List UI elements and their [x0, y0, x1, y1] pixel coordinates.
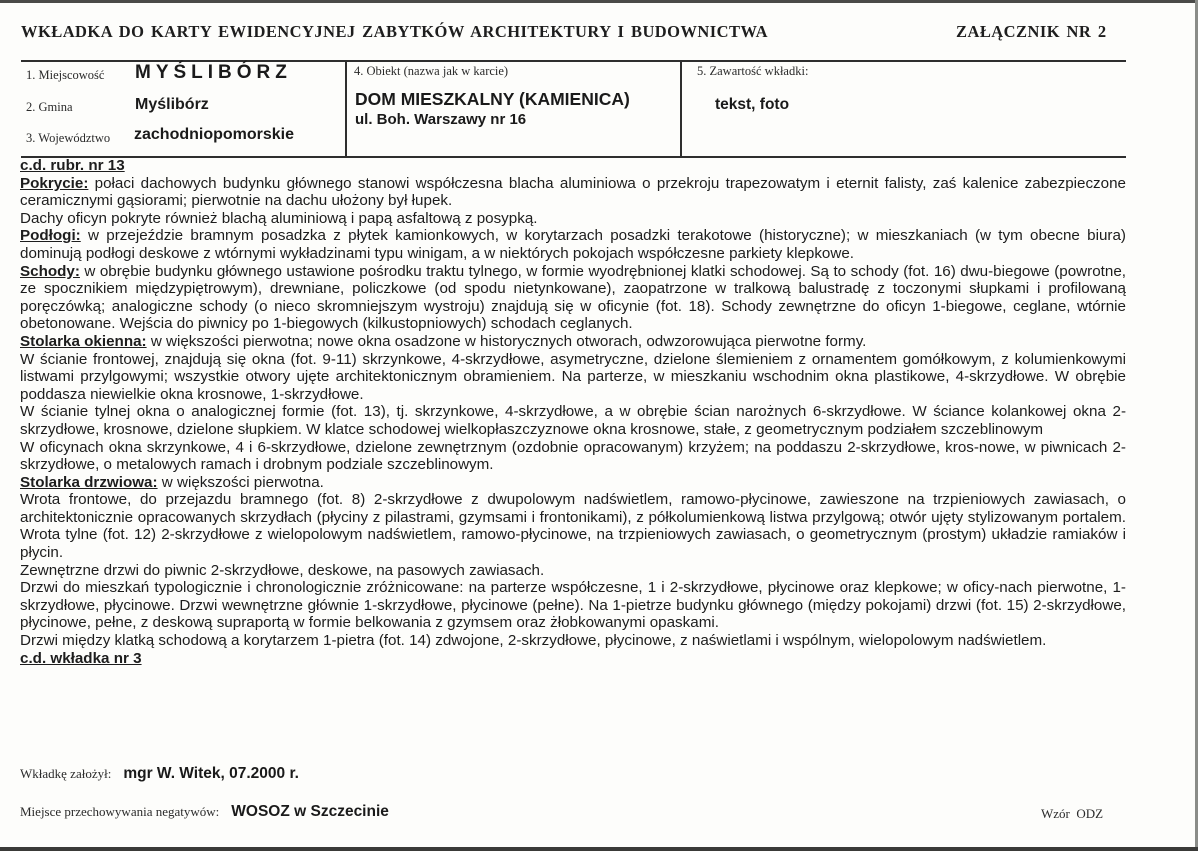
paragraph	[20, 562, 1126, 580]
paragraph-text: Drzwi do mieszkań typologicznie i chronologicznie zróżnicowane: na parterze współczesne, 1 i 2-skrzydłowe, płycinowe oraz klepkowe; w oficy-nach pierwotne, 1-skrzydłowe, płycinowe. Drzwi wewnętrzne głównie 1-skrzydłowe, płycinowe (pełne). Na 1-pietrze budynku głównego (między pokojami) drzwi (fot. 15) 2-skrzydłowe, płycinowe, pełne, z deskową supraportą w formie belkowania z gzymsem oraz żłobkowanymi opaskami.	[20, 579, 1126, 632]
paragraph-text: w przejeździe bramnym posadzka z płytek kamionkowych, w korytarzach posadzki terakotowe (historyczne); w mieszkaniach (w tym obecne biura) dominują podłogi deskowe z wtórnymi wykładzinami typu winigam, a w niektórych pokojach współczesne parkiety klepkowe.	[20, 227, 1126, 262]
attachment-number: ZAŁĄCZNIK NR 2	[956, 22, 1107, 41]
field-label-zawartosc: 5. Zawartość wkładki:	[697, 64, 809, 78]
author-line	[20, 765, 299, 783]
section-reference: c.d. rubr. nr 13	[20, 157, 125, 174]
negatives-value: WOSOZ w Szczecinie	[231, 803, 389, 820]
field-value-miejscowosc: MYŚLIBÓRZ	[135, 62, 292, 83]
paragraph	[20, 227, 1126, 262]
author-value: mgr W. Witek, 07.2000 r.	[123, 765, 299, 782]
paragraph-text: W ścianie frontowej, znajdują się okna (fot. 9-11) skrzynkowe, 4-skrzydłowe, asymetryczne, dzielone ślemieniem z ornamentem gomółkowym, z kolumienkowymi listwami przylgowymi; wszystkie otwory ujęte architektonicznym obramieniem. Na parterze, w mieszkaniu wschodnim okna plastikowe, 4-skrzydłowe. W obrębie poddasza niewielkie okna krosnowe, 1-skrzydłowe.	[20, 350, 1126, 403]
paragraph-heading: Pokrycie:	[20, 174, 89, 192]
paragraph-text: W oficynach okna skrzynkowe, 4 i 6-skrzydłowe, dzielone zewnętrznym (ozdobnie opracowanym) krzyżem; na poddaszu 2-skrzydłowe, kros-nowe, w piwnicach 2-skrzydłowe, o metalowych ramach i drobnym podziale szczeblinowym.	[20, 438, 1126, 474]
paragraph	[20, 474, 1126, 492]
template-id: Wzór ODZ	[1041, 806, 1104, 821]
field-value-address: ul. Boh. Warszawy nr 16	[355, 111, 527, 128]
negatives-line	[20, 803, 389, 821]
paragraph	[20, 632, 1126, 650]
document-title: WKŁADKA DO KARTY EWIDENCYJNEJ ZABYTKÓW ARCHITEKTURY I BUDOWNICTWA	[21, 22, 768, 41]
paragraph	[20, 491, 1126, 561]
field-value-wojewodztwo: zachodniopomorskie	[134, 126, 295, 143]
paragraph	[20, 579, 1126, 632]
paragraph-text: w obrębie budynku głównego ustawione pośrodku traktu tylnego, w formie wyodrębnionej klatki schodowej. Są to schody (fot. 16) dwu-biegowe (powrotne, ze spocznikiem międzypiętrowym), drewniane, policzkowe (od spodu nietynkowane), zaopatrzone w tralkową balustradę z toczonymi słupkami i profilowaną poręczówką; analogiczne schody (o nieco skromniejszym wystroju) znajdują się w oficynie (fot. 18). Schody zewnętrzne do oficyn 1-biegowe, ceglane, wtórnie obetonowane. Wejścia do piwnicy po 1-biegowych (kilkustopniowych) schodach ceglanych.	[20, 262, 1126, 333]
paragraph-text: W ścianie tylnej okna o analogicznej formie (fot. 13), tj. skrzynkowe, 4-skrzydłowe, a w obrębie ścian narożnych 6-skrzydłowe. W ściance kolankowej okna 2-skrzydłowe, krosnowe, dzielone słupkiem. W klatce schodowej wielkopłaszczyznowe okna krosnowe, stałe, z geometrycznym podziałem szczeblinowym	[20, 403, 1126, 438]
field-value-zawartosc: tekst, foto	[715, 96, 790, 113]
author-label: Wkładkę założył:	[20, 766, 112, 781]
field-value-obiekt: DOM MIESZKALNY (KAMIENICA)	[355, 89, 630, 109]
paragraph-text: Dachy oficyn pokryte również blachą aluminiową i papą asfaltową z posypką.	[20, 209, 538, 227]
field-label-wojewodztwo: 3. Województwo	[26, 131, 111, 145]
paragraph	[20, 175, 1126, 210]
paragraph	[20, 333, 1126, 351]
paragraph	[20, 439, 1126, 474]
scan-edge-top	[0, 0, 1198, 3]
field-label-gmina: 2. Gmina	[26, 100, 73, 114]
paragraph	[20, 351, 1126, 404]
paragraph	[20, 403, 1126, 438]
paragraph-heading: Schody:	[20, 262, 80, 280]
scan-edge-bottom	[0, 847, 1198, 851]
paragraph	[20, 263, 1126, 333]
paragraph-text: Drzwi między klatką schodową a korytarzem 1-pietra (fot. 14) zdwojone, 2-skrzydłowe, płycinowe, z naświetlami i wspólnym, wielopolowym nadświetlem.	[20, 632, 1047, 650]
header-column-divider-1	[345, 61, 347, 157]
paragraph-heading: Stolarka drzwiowa:	[20, 473, 158, 491]
negatives-label: Miejsce przechowywania negatywów:	[20, 804, 220, 819]
field-value-gmina: Myślibórz	[135, 96, 209, 113]
field-label-miejscowosc: 1. Miejscowość	[26, 68, 105, 82]
paragraph-text: w większości pierwotna; nowe okna osadzone w historycznych otworach, odwzorowująca pierwotne formy.	[146, 332, 867, 350]
paragraph-heading: Stolarka okienna:	[20, 332, 147, 350]
paragraph	[20, 210, 1126, 228]
paragraph-text: w większości pierwotna.	[157, 473, 324, 491]
paragraph-heading: Podłogi:	[20, 227, 81, 245]
description-body	[20, 157, 1126, 667]
header-column-divider-2	[680, 61, 682, 157]
paragraph-text: połaci dachowych budynku głównego stanowi współczesna blacha aluminiowa o przekroju trapezowatym i eternit falisty, zaś kalenice zabezpieczone ceramicznymi gąsiorami; pierwotnie na dachu ułożony był łupek.	[20, 174, 1126, 210]
continuation-reference: c.d. wkładka nr 3	[20, 649, 142, 667]
paragraph-text: Wrota frontowe, do przejazdu bramnego (fot. 8) 2-skrzydłowe z dwupolowym nadświetlem, ramowo-płycinowe, zawieszone na trzpieniowych zawiasach, o architektonicznie opracowanych skrzydłach (płyciny z pilastrami, gzymsami i frontonikami), z półkolumienkową listwa przylgową; otwór ujęty stylizowanym portalem. Wrota tylne (fot. 12) 2-skrzydłowe z wielopolowym nadświetlem, ramowo-płycinowe, na trzpieniowych zawiasach, o geometrycznym (prostym) układzie ramiaków i płycin.	[20, 491, 1126, 562]
paragraph-text: Zewnętrzne drzwi do piwnic 2-skrzydłowe, deskowe, na pasowych zawiasach.	[20, 561, 545, 579]
field-label-obiekt: 4. Obiekt (nazwa jak w karcie)	[354, 64, 509, 78]
